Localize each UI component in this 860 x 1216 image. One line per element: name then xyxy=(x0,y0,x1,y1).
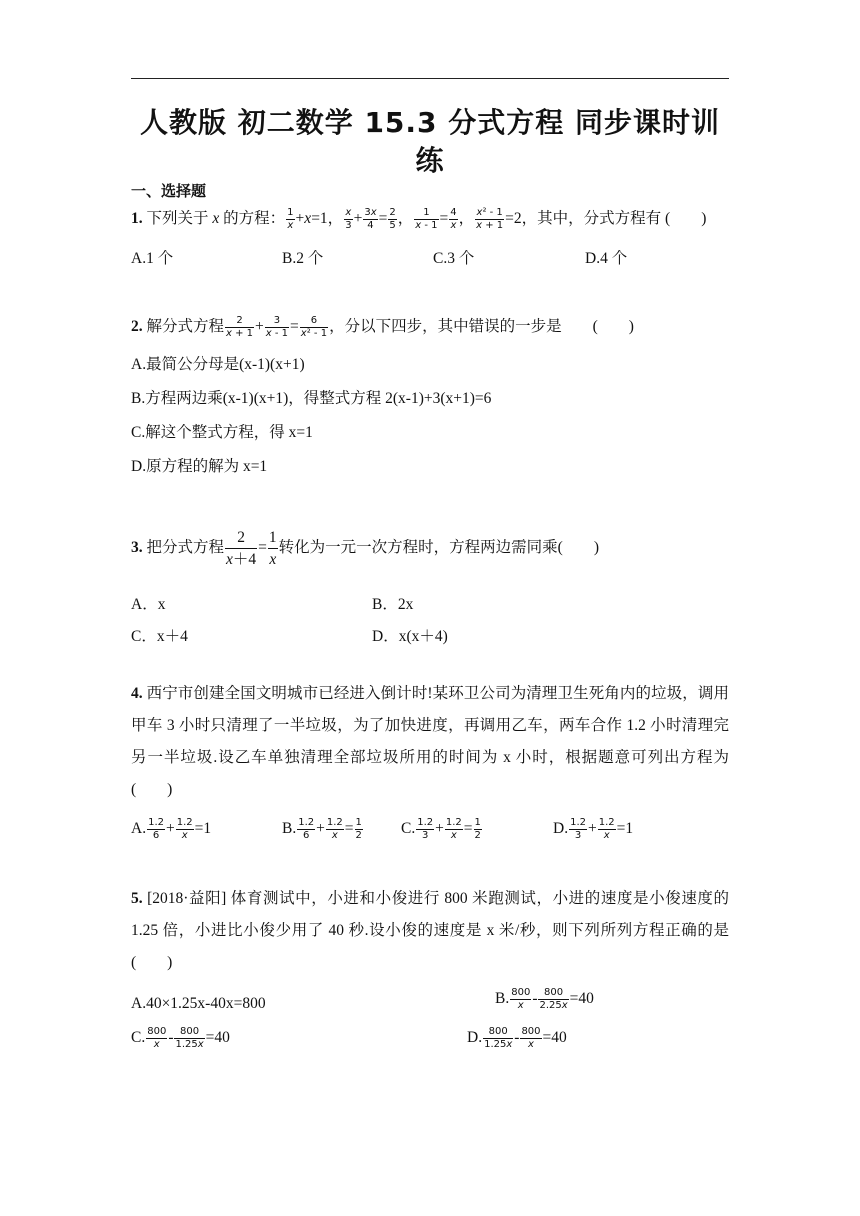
equation-fraction: $\frac{4}{x}$ xyxy=(450,206,457,231)
question-number: 5. xyxy=(131,890,143,907)
option-d[interactable]: D.原方程的解为 x=1 xyxy=(131,458,268,475)
stem-text: 的方程： xyxy=(223,210,286,227)
equation-fraction: $\frac{3x}{4}$ xyxy=(364,206,377,231)
equation-fraction: $\frac{6}{\text{x² - 1}}$ xyxy=(300,314,328,339)
question-number: 2. xyxy=(131,318,143,335)
option-b[interactable]: B.方程两边乘(x-1)(x+1)，得整式方程 2(x-1)+3(x+1)=6 xyxy=(131,390,492,407)
option-c[interactable]: C. $\frac{1.2}{3}$ + $\frac{1.2}{x}$ = $\frac{1}{2}$ xyxy=(401,817,481,841)
stem-text: ，其中，分式方程有 ( ) xyxy=(521,210,707,227)
equation-fraction: $\frac{2}{x + 1}$ xyxy=(226,314,254,339)
equation-fraction: $\frac{1}{x}$ xyxy=(268,529,277,568)
question-number: 4. xyxy=(131,685,143,702)
section-heading: 一、选择题 xyxy=(131,182,207,200)
question-number: 1. xyxy=(131,210,143,227)
option-d[interactable]: D．x(x＋4) xyxy=(372,628,448,645)
stem-text: 解分式方程 xyxy=(146,318,225,335)
page-title: 人教版 初二数学 15.3 分式方程 同步课时训练 xyxy=(139,106,721,177)
option-b[interactable]: B．2x xyxy=(372,596,414,613)
question-3-stem: 3. 把分式方程 $\frac{2}{x+4}$ = $\frac{1}{x}$ 转化为一元一次方程时，方程两边需同乘( ) xyxy=(131,529,599,568)
variable: x xyxy=(212,210,220,227)
option-d[interactable]: D.4 个 xyxy=(585,250,628,267)
stem-text: 西宁市创建全国文明城市已经进入倒计时!某环卫公司为清理卫生死角内的垃圾，调用甲车 3 小时只清理了一半垃圾，为了加快进度，再调用乙车，两车合作 1.2 小时清理完另一半垃圾.设乙车单独清理全部垃圾所用的时间为 x 小时，根据题意可列出方程为 ( ) xyxy=(131,685,745,798)
option-b[interactable]: B.2 个 xyxy=(282,250,324,267)
equation-fraction: $\frac{1}{x}$ xyxy=(287,206,294,231)
stem-text: 下列关于 xyxy=(146,210,209,227)
question-2-stem: 2. 解分式方程 $\frac{2}{x + 1}$ + $\frac{3}{x - 1}$ = $\frac{6}{\text{x² - 1}}$ ，分以下四步，其中错误的一步是 ( ) xyxy=(131,314,634,339)
option-c[interactable]: C．x＋4 xyxy=(131,628,188,645)
question-1-stem: 1. 下列关于 x 的方程： $\frac{1}{x}$ +x=1， $\frac{x}{3}$ + $\frac{3x}{4}$ = $\frac{2}{5}$ ， $\frac{1}{x - 1}$ = $\frac{4}{x}$ ， $\frac{\text{x² - 1}}{x + 1}$ =2，其中，分式方程有 ( ) xyxy=(131,206,707,231)
option-b[interactable]: B. $\frac{1.2}{6}$ + $\frac{1.2}{x}$ = $\frac{1}{2}$ xyxy=(282,817,362,841)
option-c[interactable]: C.3 个 xyxy=(433,250,475,267)
equation-fraction: $\frac{2}{5}$ xyxy=(389,206,396,231)
equation-fraction: $\frac{1}{x - 1}$ xyxy=(415,206,438,231)
option-a[interactable]: A.40×1.25x-40x=800 xyxy=(131,995,266,1012)
equation-fraction: $\frac{3}{x - 1}$ xyxy=(265,314,289,339)
header-rule xyxy=(131,78,729,79)
option-a[interactable]: A. $\frac{1.2}{6}$ + $\frac{1.2}{x}$ =1 xyxy=(131,817,212,841)
equation-fraction: $\frac{x}{3}$ xyxy=(345,206,352,231)
stem-text: 转化为一元一次方程时，方程两边需同乘( ) xyxy=(278,539,599,557)
option-a[interactable]: A．x xyxy=(131,596,166,613)
question-number: 3. xyxy=(131,539,143,557)
option-c[interactable]: C. $\frac{800}{x}$ - $\frac{800}{1.25x}$ =40 xyxy=(131,1026,230,1050)
question-4-stem xyxy=(131,678,745,806)
stem-text: ，分以下四步，其中错误的一步是 ( ) xyxy=(329,318,634,335)
equation-fraction: $\frac{\text{x² - 1}}{x + 1}$ xyxy=(476,206,504,231)
option-c[interactable]: C.解这个整式方程，得 x=1 xyxy=(131,424,313,441)
option-a[interactable]: A.最简公分母是(x-1)(x+1) xyxy=(131,356,305,373)
option-d[interactable]: D. $\frac{800}{1.25x}$ - $\frac{800}{x}$ =40 xyxy=(467,1026,567,1050)
stem-text: [2018·益阳] 体育测试中，小进和小俊进行 800 米跑测试，小进的速度是小俊速度的 1.25 倍，小进比小俊少用了 40 秒.设小俊的速度是 x 米/秒，则下列所列方程正确的是 ( ) xyxy=(131,890,745,971)
option-d[interactable]: D. $\frac{1.2}{3}$ + $\frac{1.2}{x}$ =1 xyxy=(553,817,634,841)
option-b[interactable]: B. $\frac{800}{x}$ - $\frac{800}{2.25x}$ =40 xyxy=(495,987,594,1011)
question-5-stem xyxy=(131,883,745,979)
stem-text: 把分式方程 xyxy=(146,539,225,557)
option-a[interactable]: A.1 个 xyxy=(131,250,174,267)
equation-fraction: $\frac{2}{x+4}$ xyxy=(226,529,257,568)
